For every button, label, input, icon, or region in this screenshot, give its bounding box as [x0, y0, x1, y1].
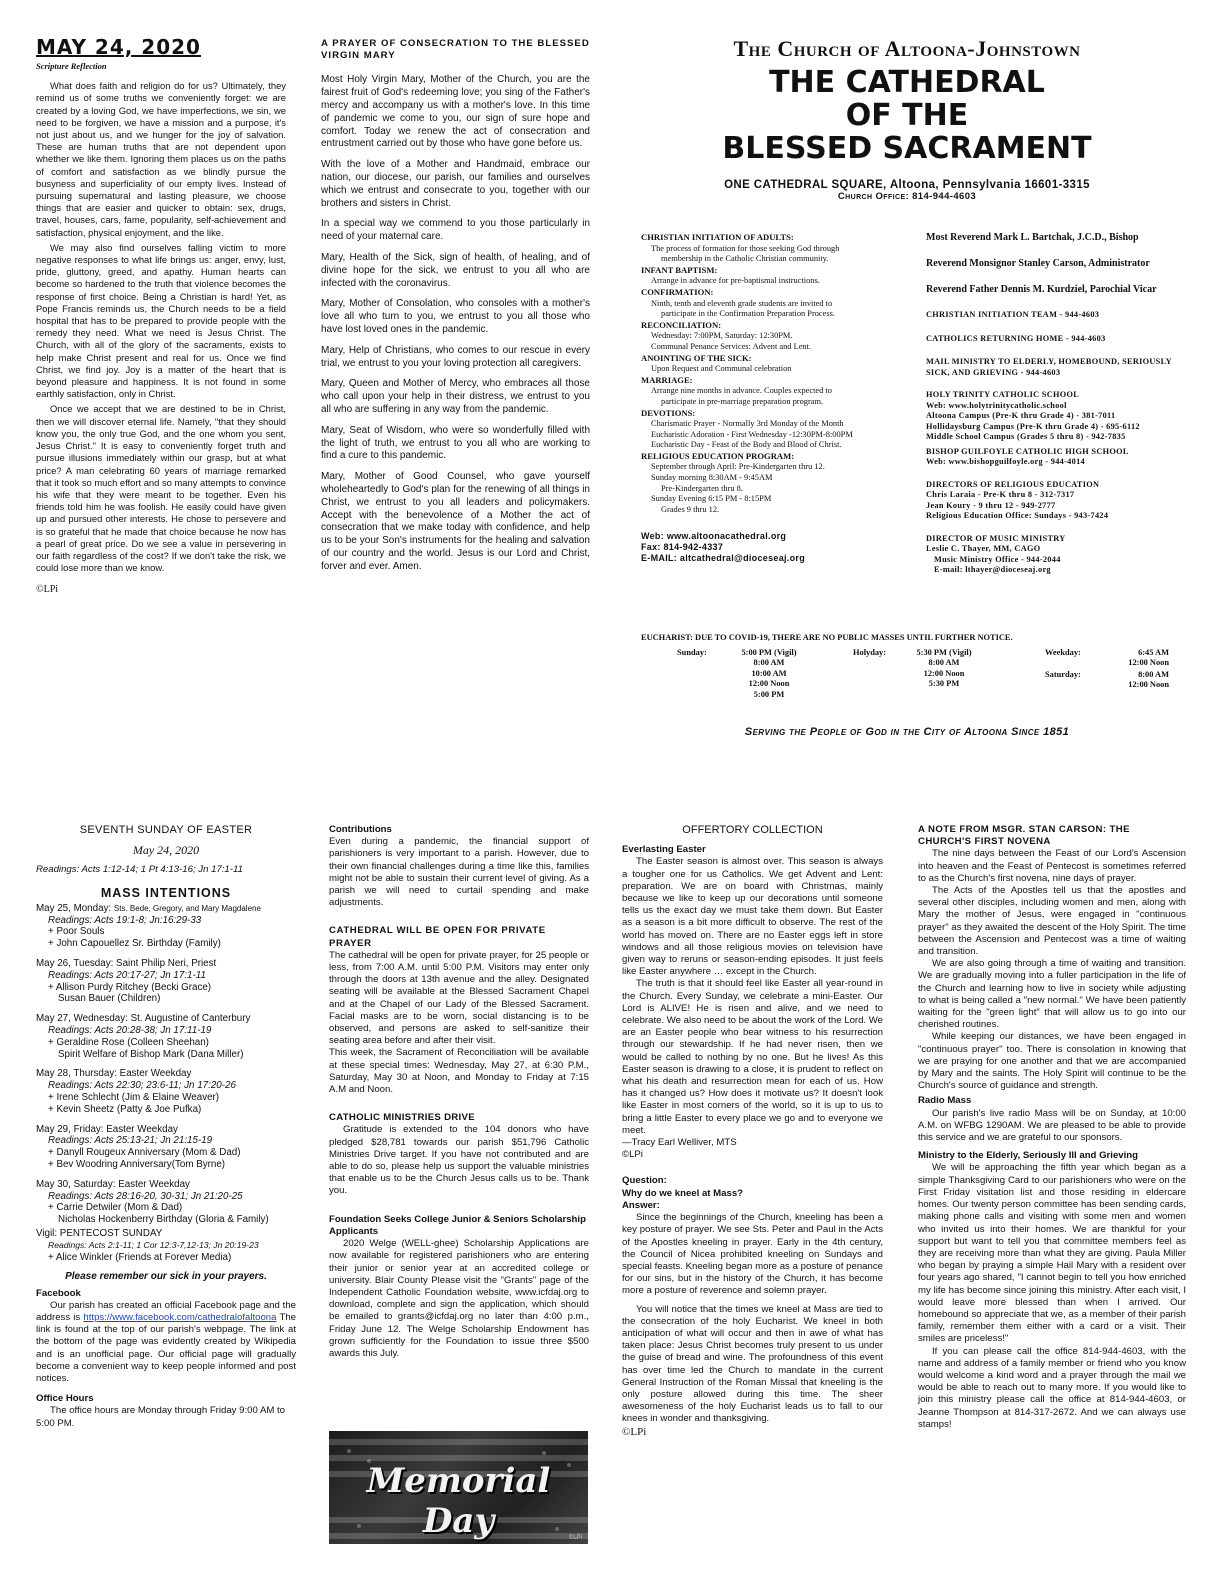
note-paragraph: The nine days between the Feast of our Lord's Ascension into heaven and the Feast of Pentecost is sometimes referred to as the Church's first novena, nine days of prayer.	[918, 848, 1186, 884]
mass-time: 8:00 AM	[928, 658, 960, 668]
intention-person: + Irene Schlecht (Jim & Elaine Weaver)	[48, 1091, 220, 1103]
sacrament-line: Grades 9 thru 12.	[661, 504, 720, 514]
sacrament-line: membership in the Catholic Christian community.	[661, 254, 829, 264]
directors-re-line: Religious Education Office: Sundays - 943-7424	[926, 511, 1109, 520]
reflection-paragraph: What does faith and religion do for us? Ultimately, they remind us of some truths we conveniently forget: we are created by a loving God, we have imperfections, we sin, we need to be forgiven, we have a mission and a purpose, it's not just about us, and we hunger for the joy of salvation. These are human truths that are not dependent upon whether we like them. Ignoring them places us on the paths of comfort and satisfaction as we blindly pursue the busyness and superficiality of our empty lives. Instead of pursuing supernatural and lasting pleasure, we choose things that are easier and quicker to obtain: sex, drugs, travel, houses, cars, fame, popularity, self-achievement and satisfaction, physical enjoyment, and the like.	[36, 80, 286, 238]
prayer-paragraph: Mary, Mother of Good Counsel, who gave yourself wholeheartedly to God's plan for the renewing of all things in Christ, we entrust to you all leaders and policymakers. Accept with the benevolence of a Mother the act of consecration that we make today with confidence, and help us to be your Son's instruments for the healing and salvation of our country and the world. Jesus is our Lord and Christ, forver and ever. Amen.	[321, 471, 590, 572]
memorial-day-text: Memorial Day	[366, 1461, 551, 1541]
sacrament-line: Charismatic Prayer - Normally 3rd Monday of the Month	[651, 419, 844, 429]
music-line: Music Ministry Office - 944-2044	[934, 554, 1061, 564]
remember-sick: Please remember our sick in your prayers.	[65, 1271, 267, 1283]
note-paragraph: While keeping our distances, we have been engaged in "continuous prayer" too. There is consolation in knowing that we are praying for one another and that we are accompanied by Mary and the saints. The Holy Spirit will continue to be the Church's source of guidance and strength.	[918, 1031, 1186, 1092]
sacrament-line: Wednesday: 7:00PM, Saturday: 12:30PM.	[651, 331, 793, 341]
cathedral-title-1: THE CATHEDRAL	[769, 65, 1045, 100]
holyday-label: Holyday:	[853, 647, 887, 657]
cathedral-title-2: OF THE	[845, 98, 969, 133]
sacrament-line: Eucharistic Adoration - First Wednesday -12:30PM-8:00PM	[651, 429, 853, 439]
everlasting-head: Everlasting Easter	[622, 844, 706, 856]
intention-person: Susan Bauer (Children)	[58, 993, 161, 1005]
sacrament-line: The process of formation for those seeking God through	[651, 243, 840, 253]
intention-person: + Alice Winkler (Friends at Forever Media)	[48, 1251, 232, 1263]
everlasting-lpi: ©LPi	[622, 1149, 643, 1161]
mass-time: 5:30 PM	[928, 679, 960, 689]
answer-label: Answer:	[622, 1199, 660, 1211]
sacrament-head: CONFIRMATION:	[641, 286, 714, 297]
mass-time: 12:00 Noon	[1128, 658, 1169, 668]
intention-day	[36, 1068, 296, 1115]
intention-day	[36, 958, 296, 1005]
sacrament-head: RECONCILIATION:	[641, 319, 722, 330]
mass-time: 12:00 Noon	[1128, 680, 1169, 690]
fax-number: Fax: 814-942-4337	[641, 542, 724, 553]
memorial-day-image	[329, 1431, 588, 1544]
sacrament-line: Arrange in advance for pre-baptismal instructions.	[651, 276, 820, 286]
intention-day-label: Vigil: PENTECOST SUNDAY	[36, 1227, 163, 1239]
eucharist-note: EUCHARIST: DUE TO COVID-19, THERE ARE NO PUBLIC MASSES UNTIL FURTHER NOTICE.	[641, 633, 1013, 642]
facebook-head: Facebook	[36, 1287, 81, 1299]
music-line: E-mail: lthayer@dioceseaj.org	[934, 565, 1051, 574]
sacrament-line: participate in pre-marriage preparation program.	[661, 396, 824, 406]
cathedral-open-text-2: This week, the Sacrament of Reconciliation will be available at these special times: Wednesday, May 27, at 6:30 P.M., Saturday, May 30 at Noon, and Monday to Friday at 7:15 A.M and Noon.	[329, 1047, 589, 1096]
church-office-phone: Church Office: 814-944-4603	[837, 191, 977, 202]
mass-time: 8:00 AM	[1138, 669, 1169, 679]
sacrament-line: Sunday Evening 6:15 PM - 8:15PM	[651, 494, 772, 504]
intention-person: + Danyll Rougeux Anniversary (Mom & Dad)	[48, 1147, 241, 1159]
memorial-day-credit: ©LPi	[568, 1535, 582, 1541]
cathedral-open-text: The cathedral will be open for private prayer, for 25 people or less, from 7:00 A.M. until 5:00 P.M. Visitors may enter only through the doors at 13th avenue and the alley. Designated seating will be available at the Blessed Sacrament Chapel and at the Chapel of our Lady of the Blessed Sacrament. Facial masks are to be worn, social distancing is to be observed, and persons are asked to self-sanitize their seating area before and after their visit.	[329, 949, 589, 1047]
intention-day-label: May 27, Wednesday: St. Augustine of Canterbury	[36, 1013, 251, 1025]
mass-time: 10:00 AM	[751, 668, 787, 678]
pastor-note-column	[918, 824, 1186, 1431]
sacrament-line: September through April: Pre-Kindergarten thru 12.	[651, 462, 825, 472]
web-link[interactable]: Web: www.altoonacathedral.org	[641, 531, 787, 542]
foundation-text: 2020 Welge (WELL-ghee) Scholarship Applications are now available for registered parishioners who are entering their junior or senior year at an accredited college or university. Blair County Please visit the "Grants" page of the Independent Catholic Foundation website, www.icfdaj.org to download, complete and sign the application, which should be emailed to grants@icfdaj.org no later than 4:00 p.m., Friday June 12. The Welge Scholarship Endowment has grown sufficiently for the Foundation to issue three $500 awards this July.	[329, 1238, 589, 1359]
sacrament-head: RELIGIOUS EDUCATION PROGRAM:	[641, 450, 795, 461]
note-paragraph: We are also going through a time of waiting and transition. We are gradually moving into a fuller participation in the life of the Church and learning how to live in society while adjusting to what is being called a "new normal." We have been patiently waiting for the "green light" that will allow us to go into our cherished routines.	[918, 958, 1186, 1031]
sacrament-head: CHRISTIAN INITIATION OF ADULTS:	[641, 232, 794, 242]
intention-day	[36, 1124, 296, 1171]
mass-time: 6:45 AM	[1138, 647, 1169, 657]
serving-tagline: Serving the People of God in the City of Altoona Since 1851	[744, 726, 1070, 738]
contact-initiation: CHRISTIAN INITIATION TEAM - 944-4603	[926, 310, 1100, 319]
holy-trinity-line: Middle School Campus (Grades 5 thru 8) - 942-7835	[926, 432, 1126, 441]
intention-readings: Readings: Acts 25:13-21; Jn 21:15-19	[48, 1135, 213, 1147]
sacrament-line: Eucharistic Day - Feast of the Body and Blood of Christ.	[651, 440, 842, 450]
everlasting-author: —Tracy Earl Welliver, MTS	[622, 1137, 737, 1149]
ministry-paragraph: If you can please call the office 814-944-4603, with the name and address of a family member or friend who you know would welcome a kind word and a prayer through the mail we would be able to reach out to many more. If you would like to join this ministry please call the office at 814-944-4603, or Jeanne Thompson at 814-317-2672. And we can always use stamps!	[918, 1345, 1186, 1430]
mass-intentions-column	[36, 824, 296, 1430]
intention-person: Nicholas Hockenberry Birthday (Gloria & Family)	[58, 1214, 269, 1226]
sunday-readings: Readings: Acts 1:12-14; 1 Pt 4:13-16; Jn 17:1-11	[36, 864, 243, 876]
reflection-paragraph: Once we accept that we are destined to be in Christ, then we will discover eternal life. Namely, "that they should know you, the only true God, and the one whom you sent, Jesus Christ." It is easy to conveniently forget truth and pursue illusions immediately within our grasp, but at what price? A man celebrating 60 years of marriage remarked that it took so much effort and so many attempts to convince his wife that they were meant to be together. Even his friends told him he was foolish. He easily could have given up and pursued other interests. He chose to persevere and is so grateful that he made that choice because he now has a pearl of great price. Do we see a value in persevering in our faith regardless of the cost? If we don't take the risk, we could lose more than we know.	[36, 403, 286, 574]
ministries-drive-head: CATHOLIC MINISTRIES DRIVE	[329, 1112, 475, 1124]
intention-readings: Readings: Acts 28:16-20, 30-31; Jn 21:20-25	[48, 1190, 243, 1202]
contact-mail-ministry: MAIL MINISTRY TO ELDERLY, HOMEBOUND, SERIOUSLY SICK, AND GRIEVING - 944-4603	[926, 357, 1172, 377]
prayer-paragraph: Mary, Help of Christians, who comes to our rescue in every trial, we entrust to you your loving protection all caregivers.	[321, 344, 590, 369]
note-carson-head: A NOTE FROM MSGR. STAN CARSON: THE CHURCH'S FIRST NOVENA	[918, 824, 1130, 848]
intention-day-label: May 30, Saturday: Easter Weekday	[36, 1178, 190, 1190]
bulletin-date: MAY 24, 2020	[36, 35, 201, 59]
prayer-paragraph: Most Holy Virgin Mary, Mother of the Church, you are the fairest fruit of God's redeeming love; you sing of the Father's mercy and accompany us with a mother's love. In this time of pandemic we come to you, our sign of sure hope and comfort. Today we renew the act of consecration and entrustment carried out by those who have gone before us.	[321, 74, 590, 150]
intention-person: + Poor Souls	[48, 926, 105, 938]
facebook-link[interactable]: https://www.facebook.com/cathedralofaltoona	[83, 1311, 277, 1323]
offertory-column	[622, 824, 883, 1438]
sacrament-head: DEVOTIONS:	[641, 407, 696, 418]
clergy-contacts	[926, 232, 1188, 576]
scripture-reflection-label: Scripture Reflection	[36, 61, 107, 71]
mass-time: 5:00 PM (Vigil)	[741, 647, 797, 657]
answer-paragraph: You will notice that the times we kneel at Mass are tied to the consecration of the holy Eucharist. We kneel in both anticipation of what will occur and then in awe of what has taken place: Jesus Christ becomes truly present to us under the guise of bread and wine. The profoundness of this event has over time led the Church to mandate in the current General Instruction of the Roman Missal that kneeling is the only posture allowed during this time. The sheer awesomeness of the holy Eucharist leads us to fall to our knees in wonder and thanksgiving.	[622, 1303, 883, 1425]
facebook-text	[36, 1300, 296, 1385]
music-head: DIRECTOR OF MUSIC MINISTRY	[926, 533, 1066, 543]
intention-readings: Readings: Acts 22:30; 23:6-11; Jn 17:20-26	[48, 1080, 236, 1092]
prayer-paragraph: Mary, Seat of Wisdom, who were so wonderfully filled with the light of truth, we entrust to you all who are working to find a cure to this pandemic.	[321, 424, 590, 462]
clergy-bishop: Most Reverend Mark L. Bartchak, J.C.D., Bishop	[926, 232, 1139, 243]
holy-trinity-line: Web: www.holytrinitycatholic.school	[926, 400, 1067, 410]
announcements-column	[329, 824, 589, 1360]
masthead	[622, 36, 1192, 202]
mass-time: 8:00 AM	[753, 658, 785, 668]
intention-readings: Readings: Acts 20:28-38; Jn 17:11-19	[48, 1024, 212, 1036]
sacrament-line: Pre-Kindergarten thru 8.	[661, 483, 743, 493]
guilfoyle-head: BISHOP GUILFOYLE CATHOLIC HIGH SCHOOL	[926, 446, 1129, 456]
radio-mass-text: Our parish's live radio Mass will be on Sunday, at 10:00 A.M. on WFBG 1290AM. We are pleased to be able to provide this service and we are grateful to our sponsors.	[918, 1107, 1186, 1144]
prayer-paragraph: Mary, Queen and Mother of Mercy, who embraces all those who call upon your help in their distress, we entrust to you all who are suffering in any way from the pandemic.	[321, 378, 590, 415]
intention-day	[36, 903, 296, 950]
contributions-text: Even during a pandemic, the financial support of parishioners is very important to a parish. However, due to their own financial challenges during a time like this, families might not be able to sustain their current level of giving. As a parish we will need to curtail spending and make adjustments.	[329, 836, 589, 909]
saturday-label: Saturday:	[1045, 669, 1081, 679]
intention-day-label: May 29, Friday: Easter Weekday	[36, 1123, 178, 1135]
sacrament-line: Communal Penance Services: Advent and Lent.	[651, 341, 812, 351]
directors-re-line: Chris Laraia - Pre-K thru 8 - 312-7317	[926, 490, 1075, 499]
vigil-intention	[36, 1228, 296, 1263]
holy-trinity-line: Hollidaysburg Campus (Pre-K thru Grade 4) - 695-6112	[926, 421, 1140, 431]
radio-mass-head: Radio Mass	[918, 1095, 972, 1107]
kneel-lpi: ©LPi	[622, 1425, 647, 1438]
mass-intentions-title: MASS INTENTIONS	[100, 885, 232, 900]
intention-readings: Readings: Acts 2:1-11; 1 Cor 12:3-7,12-13; Jn 20:19-23	[48, 1239, 259, 1250]
intention-person: + Bev Woodring Anniversary(Tom Byrne)	[48, 1158, 226, 1170]
note-paragraph: The Acts of the Apostles tell us that the apostles and several other disciples, including women and men, along with Mary the mother of Jesus, were engaged in "continuous prayer" as they awaited the descent of the Holy Spirit. The time between the Ascension and Pentecost was a time of waiting and transition.	[918, 885, 1186, 958]
question-text: Why do we kneel at Mass?	[622, 1187, 744, 1199]
prayer-title: A PRAYER OF CONSECRATION TO THE BLESSED VIRGIN MARY	[321, 38, 590, 62]
guilfoyle-line: Web: www.bishopguilfoyle.org - 944-4014	[926, 457, 1085, 466]
holy-trinity-line: Altoona Campus (Pre-K thru Grade 4) - 381-7011	[926, 411, 1116, 420]
question-label: Question:	[622, 1175, 667, 1187]
ministries-drive-text: Gratitude is extended to the 104 donors who have pledged $28,781 towards our parish $51,796 Catholic Ministries Drive target. If you have not contributed and are able to do so, please help us support the valuable ministries that enable us to be the Church Jesus calls us to be. Thank you.	[329, 1124, 589, 1197]
mass-time: 12:00 Noon	[923, 668, 965, 678]
intention-day	[36, 1179, 296, 1226]
reflection-paragraph: We may also find ourselves falling victim to more negative responses to what life brings us: anger, envy, lust, pride, gluttony, greed, and apathy. Human hearts can become so hardened to the truth that violence becomes the response of first choice. Being a Christian is hard! Yet, as Pope Francis reminds us, the Church needs to be a field hospital that has to be prepared to provide people with the remedy they need. What we need is Jesus Christ. The Church, with all of the glory of the sacraments, exists to help make Christ present and real for us. Once we find Christ, we find joy. Joy is a matter of the heart that is beyond pleasure and happiness. It is not found in some earthly satisfaction, only in Christ.	[36, 241, 286, 400]
facebook-text-b: The link is found at the top of our parish's webpage. The link at the bottom of the page was evidently created by Wikipedia and is an unofficial page. Our official page will gradually become a convenient way to keep people informed and post notices.	[36, 1311, 296, 1384]
prayer-consecration	[321, 38, 590, 582]
email-link[interactable]: E-MAIL: altcathedral@dioceseaj.org	[641, 553, 806, 564]
mass-time: 5:00 PM	[753, 689, 785, 699]
sacrament-line: Arrange nine months in advance. Couples expected to	[651, 386, 832, 396]
contributions-head: Contributions	[329, 824, 392, 835]
seventh-sunday-title: SEVENTH SUNDAY OF EASTER	[79, 824, 253, 836]
everlasting-paragraph: The truth is that it should feel like Easter all year-round in the Church. Every Sunday, we celebrate a mini-Easter. Our Lord is ALIVE! He is risen and alive, and we need to celebrate. We also need to be about the work of the Lord. We are an Easter people who bear witness to his resurrection through our stewardship. If he had never risen, then we would be called to nothing by no one. But he lives! As this Easter season is drawing to a close, it is prudent to reflect on what his death and resurrection mean for each of us. How has it changed us? How does it motivate us? It doesn't look like Easter in most corners of the world, so it is up to us to bring a little Easter to every place we go and to everyone we meet.	[622, 978, 883, 1136]
sacrament-line: Ninth, tenth and eleventh grade students are invited to	[651, 298, 833, 308]
cathedral-title-3: BLESSED SACRAMENT	[722, 131, 1092, 166]
office-hours-text: The office hours are Monday through Friday 9:00 AM to 5:00 PM.	[36, 1405, 285, 1429]
church-address: ONE CATHEDRAL SQUARE, Altoona, Pennsylvania 16601-3315	[724, 179, 1090, 191]
prayer-paragraph: Mary, Mother of Consolation, who consoles with a mother's love all who turn to you, we entrust to you all those who have lost loved ones in the pandemic.	[321, 298, 590, 335]
intention-person: + Geraldine Rose (Colleen Sheehan)	[48, 1036, 209, 1048]
ministry-elderly-head: Ministry to the Elderly, Seriously Ill and Grieving	[918, 1150, 1138, 1162]
everlasting-paragraph: The Easter season is almost over. This season is always a tougher one for us Catholics. We get Advent and Lent: preparation. We are on board with Christmas, mainly because we like to keep up our decorations until someone tells us the exact day we must take them down. But Easter as a season is a bit more difficult to observe. The rest of the world has moved on. There are no Easter eggs left in store windows and all those religious movies on television have given way to reruns or season-ending episodes. It just feels like Easter anywhere … except in the Church.	[622, 856, 883, 978]
mass-time: 12:00 Noon	[748, 679, 790, 689]
facebook-text-a: Our parish has created an official Facebook page and the address is	[36, 1299, 296, 1323]
intention-day	[36, 1013, 296, 1060]
seventh-sunday-date: May 24, 2020	[132, 843, 200, 858]
directors-re-head: DIRECTORS OF RELIGIOUS EDUCATION	[926, 479, 1100, 489]
prayer-paragraph: Mary, Health of the Sick, sign of health, of healing, and of divine hope for the sick, we entrust to you all who are infected with the coronavirus.	[321, 251, 590, 289]
intention-readings: Readings: Acts 19:1-8; Jn:16:29-33	[48, 914, 202, 926]
directors-re-line: Jean Koury - 9 thru 12 - 949-2777	[926, 500, 1056, 510]
intention-day-label: May 26, Tuesday: Saint Philip Neri, Priest	[36, 958, 217, 969]
holy-trinity-head: HOLY TRINITY CATHOLIC SCHOOL	[926, 390, 1080, 399]
weekday-label: Weekday:	[1045, 647, 1081, 657]
sacrament-line: Upon Request and Communal celebration	[651, 364, 792, 374]
intention-day-label: May 28, Thursday: Easter Weekday	[36, 1068, 192, 1080]
sacrament-line: Sunday morning 8:30AM - 9:45AM	[651, 473, 773, 483]
prayer-paragraph: With the love of a Mother and Handmaid, embrace our nation, our diocese, our parish, our families and ourselves which we entrust and consecrate to you, together with our brothers and sisters in Christ.	[321, 159, 590, 209]
sacrament-head: INFANT BAPTISM:	[641, 264, 718, 275]
offertory-title: OFFERTORY COLLECTION	[682, 824, 823, 836]
diocese-line: The Church of Altoona-Johnstown	[733, 36, 1081, 61]
sacraments-list	[641, 232, 901, 564]
answer-paragraph: Since the beginnings of the Church, kneeling has been a key posture of prayer. We see Sts. Peter and Paul in the Acts of the Apostles kneeling in prayer. Early in the 4th century, the Council of Nicea prohibited kneeling on Sundays and special feasts. Kneeling began more as a posture of penance for our sins, but in the history of the Church, it has become more a posture of reverence and solemn prayer.	[622, 1212, 883, 1297]
sunday-label: Sunday:	[677, 647, 707, 657]
lpi-credit: ©LPi	[36, 584, 59, 596]
intention-person: + Allison Purdy Ritchey (Becki Grace)	[48, 981, 212, 993]
prayer-paragraph: In a special way we commend to you those particularly in need of your maternal care.	[321, 218, 590, 243]
intention-saints: Sts. Bede, Gregory, and Mary Magdalene	[113, 903, 261, 913]
intention-person: + Kevin Sheetz (Patty & Joe Pufka)	[48, 1103, 202, 1115]
intention-day-label: May 25, Monday:	[36, 902, 114, 914]
intention-readings: Readings: Acts 20:17-27; Jn 17:1-11	[48, 969, 206, 981]
ministry-paragraph: We will be approaching the fifth year which began as a simple Thanksgiving Card to our parishioners who were on the First Friday visitation list and those residing in eldercare homes. Our twenty person committee has been sending cards, making phone calls and visiting with some men and women who invited us into their homes. We are thankful for your support but want to tell you that committee members feel as they are receiving more than what they are giving. Paula Miller who began by praying a simple Hail Mary with a resident over four years ago shared, "I cannot begin to tell you how enriched my life has become since joining this ministry. After each visit, I would leave more blessed than when I arrived. Our homebound so appreciate that we, as a member of their parish family, remember them either with a card or a visit. Their smiles are priceless!"	[918, 1162, 1186, 1345]
intention-person: Spirit Welfare of Bishop Mark (Dana Miller)	[58, 1048, 244, 1060]
clergy-vicar: Reverend Father Dennis M. Kurdziel, Parochial Vicar	[926, 284, 1157, 295]
office-hours-head: Office Hours	[36, 1393, 94, 1405]
cathedral-open-head: CATHEDRAL WILL BE OPEN FOR PRIVATE PRAYER	[329, 925, 546, 949]
scripture-reflection	[36, 36, 286, 597]
sacrament-head: ANOINTING OF THE SICK:	[641, 352, 752, 363]
intention-person: + John Capouellez Sr. Birthday (Family)	[48, 938, 221, 950]
music-line: Leslie C. Thayer, MM, CAGO	[926, 544, 1041, 553]
sacrament-head: MARRIAGE:	[641, 374, 693, 385]
sacrament-line: participate in the Confirmation Preparation Process.	[661, 309, 835, 319]
foundation-head: Foundation Seeks College Junior & Seniors Scholarship Applicants	[329, 1213, 586, 1237]
clergy-administrator: Reverend Monsignor Stanley Carson, Administrator	[926, 258, 1150, 269]
intention-person: + Carrie Detwiler (Mom & Dad)	[48, 1202, 183, 1214]
mass-time: 5:30 PM (Vigil)	[916, 647, 972, 657]
contact-returning: CATHOLICS RETURNING HOME - 944-4603	[926, 333, 1106, 343]
mass-schedule	[641, 633, 1191, 710]
